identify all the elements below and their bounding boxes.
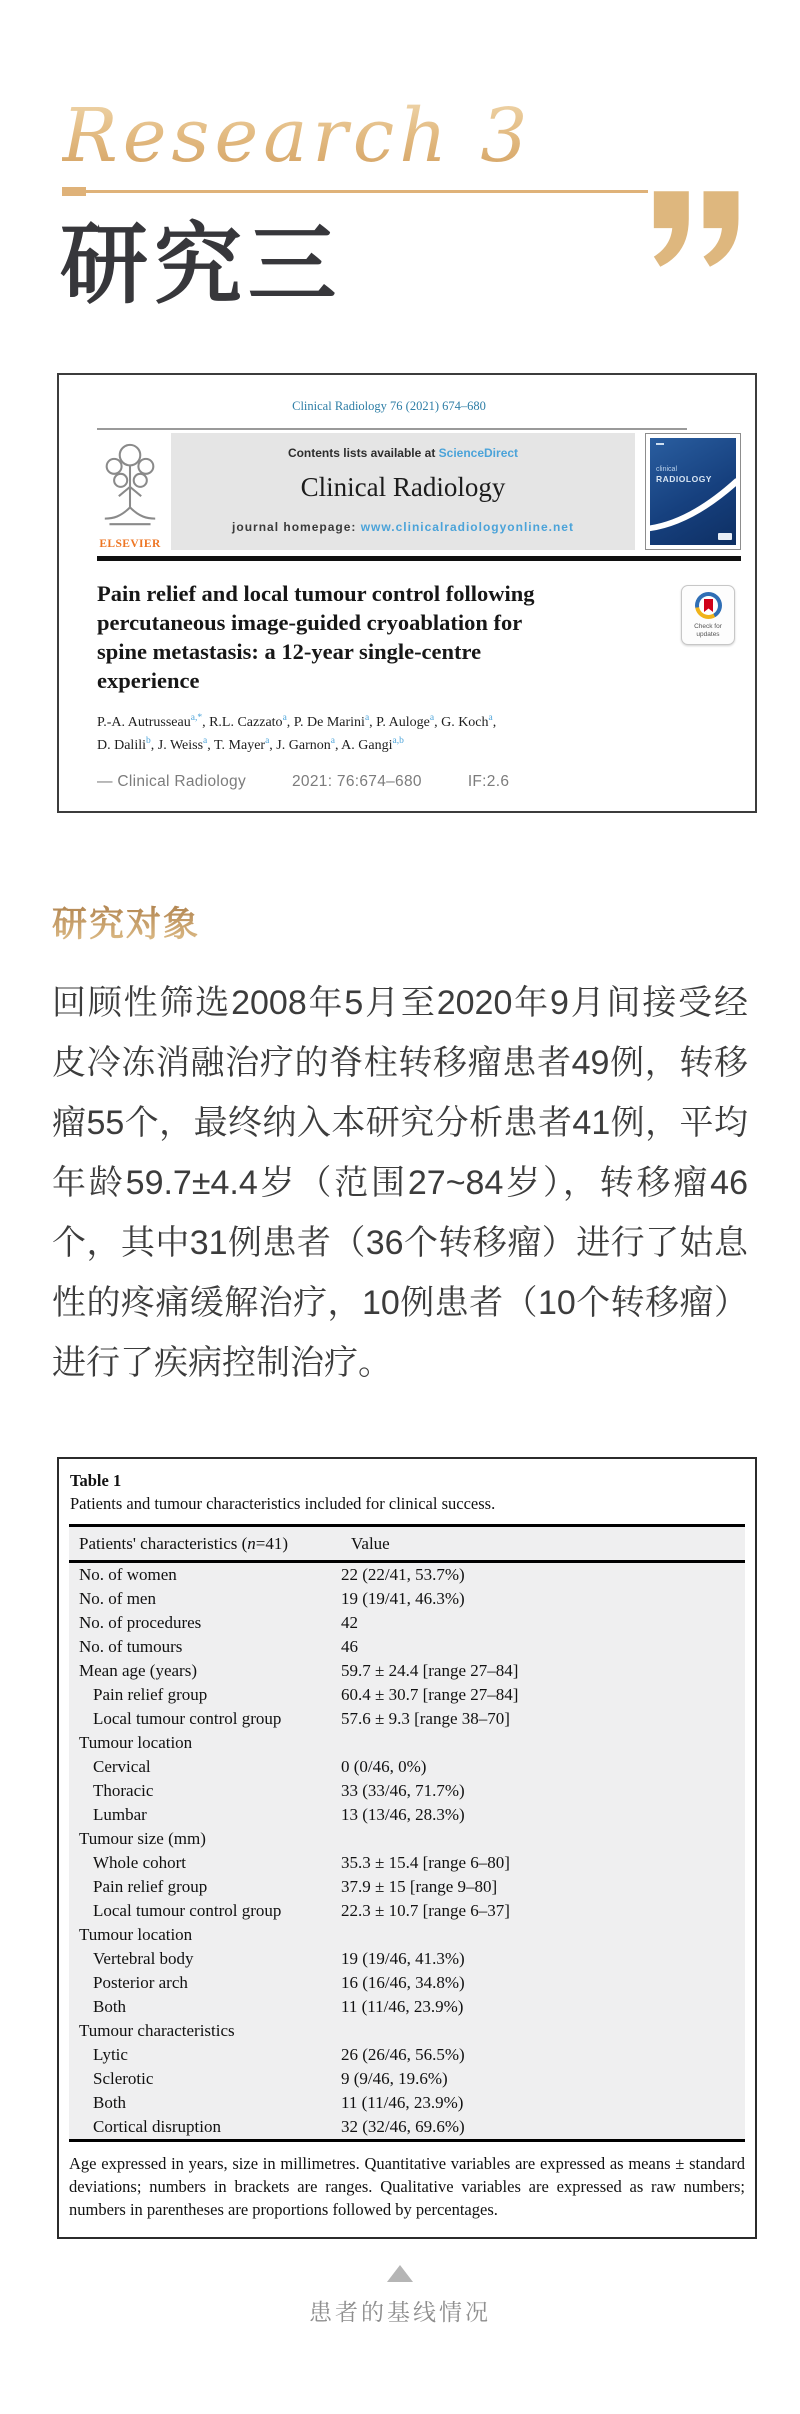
gold-divider [62,190,648,193]
author-separator: , [492,715,497,731]
row-value: 46 [341,1637,358,1657]
row-label: Cervical [93,1757,151,1777]
row-label: Lumbar [93,1805,147,1825]
table-row [69,2043,745,2067]
row-label: Whole cohort [93,1853,186,1873]
citation-line [97,773,741,791]
row-label: Pain relief group [93,1877,208,1897]
section-heading: 研究对象 [52,897,200,947]
row-value [341,1731,745,1755]
row-label: No. of men [79,1589,156,1609]
row-value: 22.3 ± 10.7 [range 6–37] [341,1901,510,1921]
author-affiliation-sup: a [364,713,370,724]
row-value: 35.3 ± 15.4 [range 6–80] [341,1853,510,1873]
table-row [69,2019,745,2043]
row-label: Lytic [93,2045,128,2065]
cover-publisher-chip [718,533,732,540]
table-row [69,1659,745,1683]
paper-title-line: Pain relief and local tumour control following [97,581,535,607]
author-name: , J. Weiss [150,738,204,754]
research-script-title: Research 3 [62,88,622,184]
table-header-col2: Value [351,1533,390,1553]
row-value: 19 (19/46, 41.3%) [341,1949,465,1969]
row-value: 57.6 ± 9.3 [range 38–70] [341,1709,510,1729]
homepage-line [179,520,627,534]
row-label: No. of tumours [79,1637,183,1657]
figure-caption-block [0,2265,800,2327]
masthead-bottom-rule [97,556,741,561]
row-value: 59.7 ± 24.4 [range 27–84] [341,1661,519,1681]
table-row [69,2115,745,2139]
table-row [69,1611,745,1635]
citation-ref: 2021: 76:674–680 [292,773,422,791]
table-row [69,1947,745,1971]
table-row [69,1683,745,1707]
study-summary-paragraph: 回顾性筛选2008年5月至2020年9月间接受经皮冷冻消融治疗的脊柱转移瘤患者49例，转移瘤55个，最终纳入本研究分析患者41例，平均年龄59.7±4.4岁（范围27~84岁），转移瘤46个，其中31例患者（36个转移瘤）进行了姑息性的疼痛缓解治疗，10例患者（10个转移瘤）进行了疾病控制治疗。 [52,984,748,1383]
table-row [69,1803,745,1827]
table-row [69,1755,745,1779]
sciencedirect-link[interactable]: ScienceDirect [438,446,519,461]
check-updates-icon [695,592,722,619]
row-value: 60.4 ± 30.7 [range 27–84] [341,1685,519,1705]
author-affiliation-sup: a [203,736,208,747]
table-body [69,1563,745,2139]
row-value [341,2019,745,2043]
row-value: 11 (11/46, 23.9%) [341,1997,464,2017]
journal-name: Clinical Radiology [300,472,506,503]
row-value: 32 (32/46, 69.6%) [341,2117,465,2137]
paper-title [97,579,663,695]
row-value [341,1923,745,1947]
row-value [341,1827,745,1851]
row-value: 26 (26/46, 56.5%) [341,2045,465,2065]
author-name: P.-A. Autrusseau [97,715,191,731]
row-label: Local tumour control group [93,1901,282,1921]
table-row [69,1635,745,1659]
table-row [69,1851,745,1875]
author-affiliation-sup: a [265,736,270,747]
journal-masthead [97,433,741,550]
page-title: 研究三 [60,212,343,317]
table-header-row [69,1527,745,1563]
homepage-prefix: journal homepage: [232,520,361,535]
author-affiliation-sup: a [330,736,335,747]
masthead-divider [97,428,687,430]
paper-card [57,373,757,813]
author-affiliation-sup: a,* [190,713,203,724]
author-affiliation-sup: a,b [392,736,404,747]
paper-title-line: experience [97,668,200,694]
table-row [69,1731,745,1755]
table-row [69,1563,745,1587]
row-label: No. of women [79,1565,177,1585]
table-card [57,1457,757,2239]
paper-title-line: spine metastasis: a 12-year single-centre [97,639,482,665]
row-label: Vertebral body [93,1949,194,1969]
row-label: Tumour size (mm) [79,1829,206,1849]
table-label: Table 1 [70,1471,122,1491]
row-value: 13 (13/46, 28.3%) [341,1805,465,1825]
author-name: , J. Garnon [269,738,331,754]
table-row [69,1995,745,2019]
row-value: 22 (22/41, 53.7%) [341,1565,465,1585]
cover-title-small: clinical [656,466,678,474]
table-row [69,1971,745,1995]
row-label: Tumour location [79,1925,193,1945]
author-affiliation-sup: a [429,713,435,724]
row-label: Pain relief group [93,1685,208,1705]
row-label: No. of procedures [79,1613,202,1633]
author-name: , P. De Marini [286,715,365,731]
contents-prefix: Contents lists available at [287,446,439,461]
row-value: 33 (33/46, 71.7%) [341,1781,465,1801]
data-table [69,1524,745,2142]
quote-icon [652,191,744,272]
elsevier-wordmark: ELSEVIER [99,538,161,551]
author-name: , P. Auloge [369,715,430,731]
cover-title-big: RADIOLOGY [656,474,712,485]
row-value: 9 (9/46, 19.6%) [341,2069,448,2089]
row-label: Tumour location [79,1733,193,1753]
row-label: Mean age (years) [79,1661,197,1681]
author-affiliation-sup: b [146,736,151,747]
cover-swoosh-icon [650,438,736,545]
author-line [97,732,657,755]
homepage-link[interactable]: www.clinicalradiologyonline.net [360,520,574,535]
elsevier-tree-icon [102,518,158,535]
author-affiliation-sup: a [488,713,493,724]
author-line [97,709,657,732]
author-list [97,709,657,755]
table-header-col1: Patients' characteristics (n=41) [79,1533,289,1553]
author-name: , G. Koch [434,715,489,731]
table-row [69,1707,745,1731]
author-name: , A. Gangi [334,738,393,754]
author-name: , T. Mayer [207,738,266,754]
journal-cover [645,433,741,550]
journal-banner [171,433,635,550]
journal-reference: Clinical Radiology 76 (2021) 674–680 [292,399,486,414]
row-label: Thoracic [93,1781,154,1801]
row-label: Sclerotic [93,2069,154,2089]
paper-title-line: percutaneous image-guided cryoablation for [97,610,523,636]
table-row [69,1827,745,1851]
row-label: Local tumour control group [93,1709,282,1729]
row-value: 0 (0/46, 0%) [341,1757,427,1777]
table-row [69,1875,745,1899]
row-value: 11 (11/46, 23.9%) [341,2093,464,2113]
check-for-updates-badge[interactable] [681,585,735,645]
author-affiliation-sup: a [282,713,287,724]
row-value: 16 (16/46, 34.8%) [341,1973,465,1993]
table-row [69,2091,745,2115]
row-value: 42 [341,1613,358,1633]
elsevier-logo [97,433,163,550]
citation-journal: — Clinical Radiology [97,773,247,791]
contents-line [179,446,627,460]
table-row [69,1779,745,1803]
figure-caption: 患者的基线情况 [309,2299,491,2326]
check-updates-label: Check for updates [694,623,722,639]
row-value: 19 (19/41, 46.3%) [341,1589,465,1609]
row-label: Posterior arch [93,1973,188,1993]
row-value: 37.9 ± 15 [range 9–80] [341,1877,498,1897]
author-name: , R.L. Cazzato [202,715,283,731]
author-name: D. Dalili [97,738,146,754]
table-caption: Patients and tumour characteristics included for clinical success. [70,1494,496,1514]
table-row [69,2067,745,2091]
table-row [69,1587,745,1611]
row-label: Tumour characteristics [79,2021,235,2041]
up-triangle-icon [387,2265,413,2282]
row-label: Cortical disruption [93,2117,221,2137]
table-row [69,1923,745,1947]
row-label: Both [93,1997,127,2017]
citation-impact-factor: IF:2.6 [467,773,510,791]
row-label: Both [93,2093,127,2113]
table-row [69,1899,745,1923]
journal-cover-art [650,438,736,545]
table-footnote: Age expressed in years, size in millimetres. Quantitative variables are expressed as means ± standard deviations; numbers in brackets are ranges. Qualitative variables are expressed as raw numbers; numbers in parentheses are proportions followed by percentages. [69,2154,745,2220]
